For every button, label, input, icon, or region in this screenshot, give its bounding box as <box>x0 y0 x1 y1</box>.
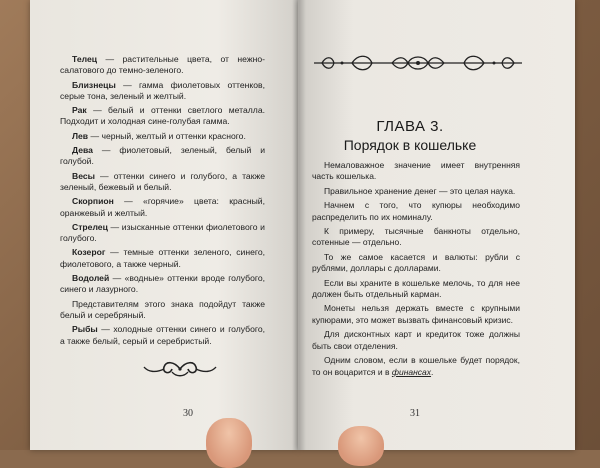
body-paragraph: Монеты нельзя держать вместе с крупными купюрами, это может вызвать финансовый кризис. <box>312 303 520 325</box>
zodiac-colors: — изысканные оттенки фиолетового и голубого. <box>60 221 265 244</box>
zodiac-entry <box>60 145 265 168</box>
zodiac-colors: — растительные цвета, от нежно-салатового до темно-зеленого. <box>60 54 265 76</box>
closing-text: Одним словом, если в кошельке будет порядок, то он воцарится и в <box>312 355 520 377</box>
zodiac-entry <box>60 171 265 194</box>
zodiac-color-list <box>60 54 265 350</box>
zodiac-colors: — темные оттенки зеленого, синего, фиолетового, а также черный. <box>60 247 265 269</box>
zodiac-colors: — «горячие» цвета: красный, оранжевый и желтый. <box>60 196 265 218</box>
zodiac-colors: — «водные» оттенки вроде голубого, синего и лазурного. <box>60 273 265 295</box>
closing-paragraph <box>312 355 520 378</box>
chapter-text <box>312 160 520 381</box>
right-page-number: 31 <box>410 408 420 419</box>
zodiac-entry <box>60 324 265 347</box>
body-paragraph: То же самое касается и валюты: рубли с рублями, доллары с долларами. <box>312 251 520 274</box>
zodiac-entry <box>60 273 265 296</box>
chapter-subtitle: Порядок в кошельке <box>343 137 477 153</box>
body-paragraph: К примеру, тысячные банкноты отдельно, сотенные — отдельно. <box>312 226 520 248</box>
left-thumb <box>206 418 252 468</box>
zodiac-entry <box>60 247 265 270</box>
body-paragraph: Немаловажное значение имеет внутренняя часть кошелька. <box>312 160 520 182</box>
left-page-number: 30 <box>183 408 193 419</box>
zodiac-sign: Водолей <box>72 273 110 284</box>
zodiac-colors: — белый и оттенки светлого металла. Подходит и холодная сине-голубая гамма. <box>60 105 265 127</box>
zodiac-entry <box>60 131 265 142</box>
zodiac-sign: Рак <box>72 105 87 116</box>
bottom-ornament-icon <box>140 358 220 380</box>
body-paragraph: Начнем с того, что купюры необходимо распределить по их номиналу. <box>312 200 520 222</box>
zodiac-sign: Козерог <box>72 247 106 258</box>
zodiac-sign: Дева <box>72 145 93 156</box>
zodiac-sign: Лев <box>72 130 89 141</box>
chapter-title: ГЛАВА 3. <box>376 118 444 135</box>
chapter-heading <box>300 118 520 153</box>
zodiac-colors: Представителям этого знака подойдут также белый и серебряный. <box>60 298 265 320</box>
closing-period: . <box>431 366 434 377</box>
zodiac-entry <box>60 196 265 219</box>
zodiac-entry <box>60 105 265 128</box>
finance-link[interactable]: финансах <box>391 366 432 377</box>
zodiac-colors: — гамма фиолетовых оттенков, серые тона, зеленый и желтый. <box>60 79 265 101</box>
zodiac-sign: Скорпион <box>72 196 114 207</box>
body-paragraph: Для дисконтных карт и кредиток тоже должны быть свои отделения. <box>312 329 520 351</box>
zodiac-sign: Близнецы <box>72 79 116 90</box>
body-paragraph: Правильное хранение денег — это целая наука. <box>324 185 516 196</box>
zodiac-colors: — оттенки синего и голубого, а также зеленый, бежевый и белый. <box>60 170 265 192</box>
zodiac-colors: — черный, желтый и оттенки красного. <box>88 130 246 141</box>
zodiac-sign: Весы <box>72 170 95 181</box>
zodiac-sign: Стрелец <box>72 221 108 232</box>
zodiac-entry <box>60 299 265 322</box>
zodiac-sign: Телец <box>72 54 98 64</box>
zodiac-entry <box>60 54 265 77</box>
zodiac-entry <box>60 80 265 103</box>
zodiac-colors: — фиолетовый, зеленый, белый и голубой. <box>60 145 265 167</box>
body-paragraph: Если вы храните в кошельке мелочь, то для нее должен быть отдельный карман. <box>312 277 520 300</box>
book-gutter <box>292 0 306 450</box>
zodiac-colors: — холодные оттенки синего и голубого, а также белый, серый и серебристый. <box>60 324 265 346</box>
right-thumb <box>338 426 384 466</box>
top-ornament-icon <box>312 52 524 74</box>
zodiac-entry <box>60 222 265 245</box>
zodiac-sign: Рыбы <box>72 324 98 335</box>
